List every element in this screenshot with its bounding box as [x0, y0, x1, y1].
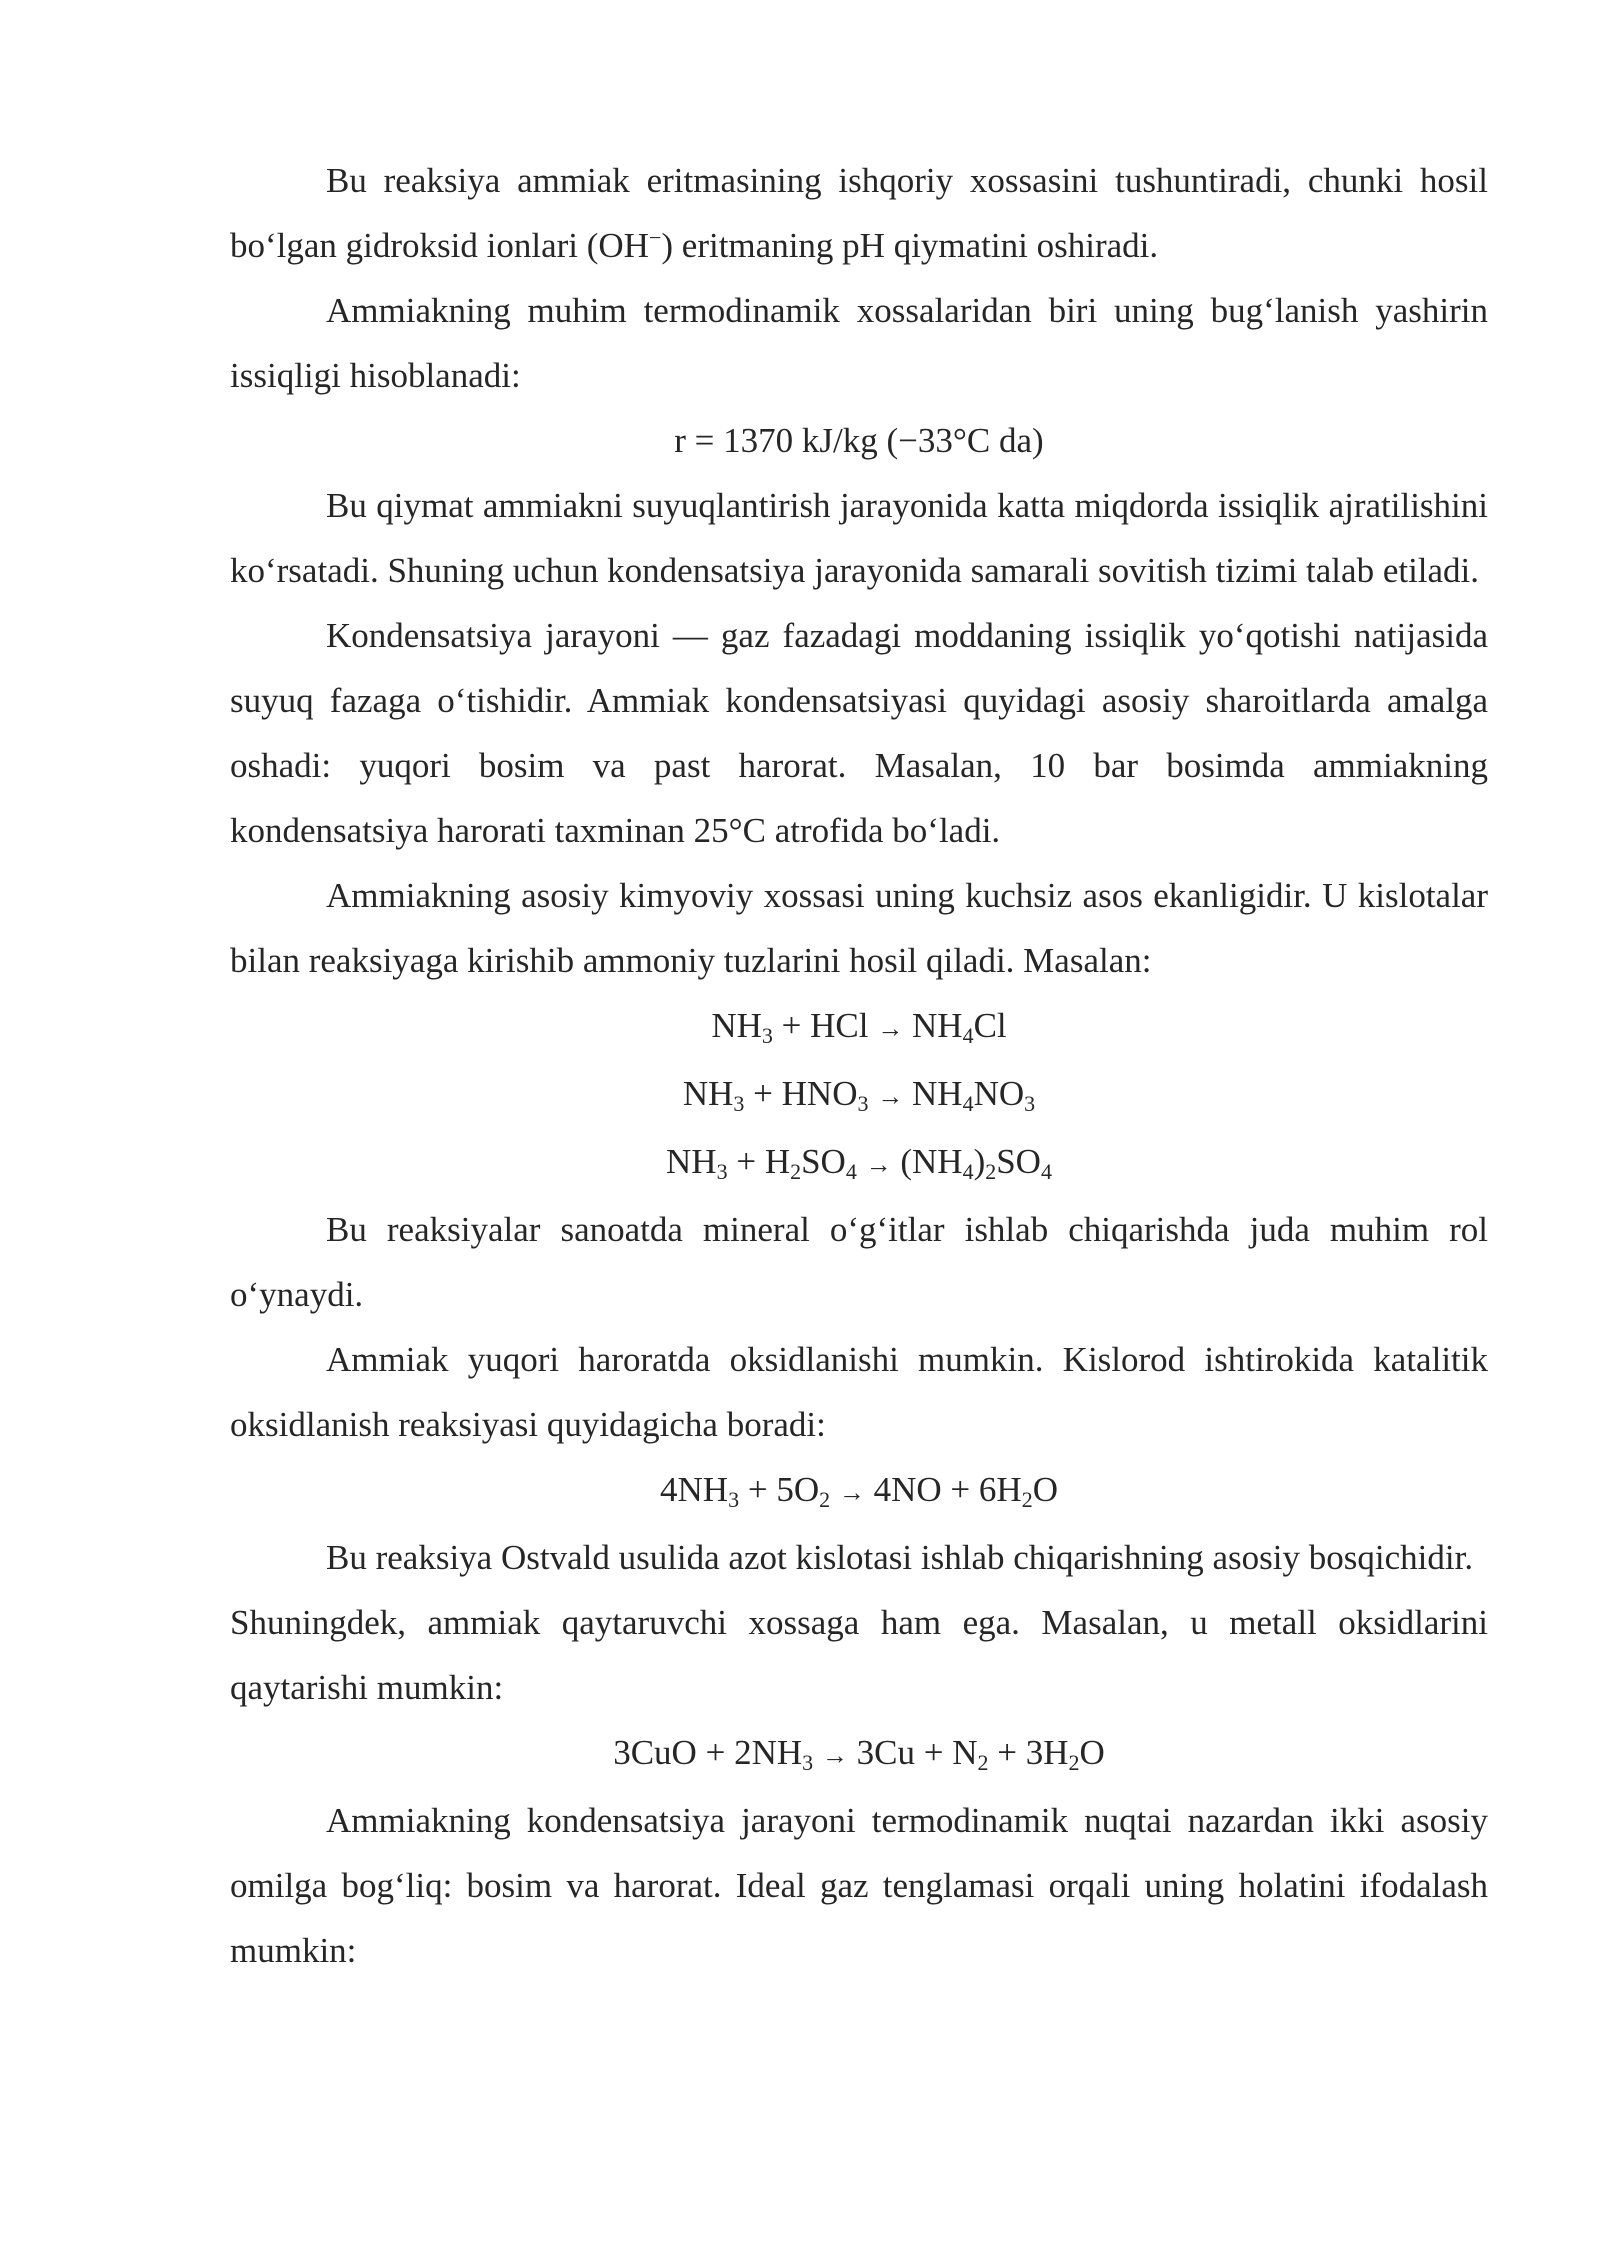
paragraph-liquefaction: Bu qiymat ammiakni suyuqlantirish jarayonida katta miqdorda issiqlik ajratilishini ko‘rsatadi. Shuning uchun kondensatsiya jarayonida samarali sovitish tizimi talab etiladi.	[230, 486, 1488, 590]
paragraph-oxidation: Ammiak yuqori haroratda oksidlanishi mumkin. Kislorod ishtirokida katalitik oksidlanish reaksiyasi quyidagicha boradi:	[230, 1340, 1488, 1444]
paragraph-condensation: Kondensatsiya jarayoni — gaz fazadagi moddaning issiqlik yo‘qotishi natijasida suyuq fazaga o‘tishidir. Ammiak kondensatsiyasi quyidagi asosiy sharoitlarda amalga oshadi: yuqori bosim va past harorat. Masalan, 10 bar bosimda ammiakning kondensatsiya harorati taxminan 25°C atrofida bo‘ladi.	[230, 616, 1488, 850]
superscript-charge: −	[648, 225, 662, 250]
equation-cuo-reduction: $3CuO + 2NH_3 \to 3Cu + N_2 + 3H_2O$	[613, 1733, 1105, 1775]
reaction-arrow: →	[865, 1150, 892, 1179]
equation-latent-heat: r = 1370 kJ/kg (−33°C da)	[674, 421, 1044, 460]
reaction-arrow: →	[877, 1014, 904, 1043]
paragraph-weak-base: Ammiakning asosiy kimyoviy xossasi uning kuchsiz asos ekanligidir. U kislotalar bilan reaksiyaga kirishib ammoniy tuzlarini hosil qiladi. Masalan:	[230, 876, 1488, 980]
paragraph-latent-heat: Ammiakning muhim termodinamik xossalaridan biri uning bug‘lanish yashirin issiqligi hisoblanadi:	[230, 291, 1488, 395]
paragraph-hydroxide	[230, 148, 1488, 278]
equation-nh3-hno3: $NH_3 + HNO_3 \to NH_4NO_3$	[682, 1074, 1036, 1116]
paragraph-text: ) eritmaning pH qiymatini oshiradi.	[661, 226, 1159, 265]
reaction-arrow: →	[877, 1082, 904, 1111]
paragraph-text: Bu reaksiya ammiak eritmasining ishqoriy xossasini tushuntiradi, chunki hosil bo‘lgan gidroksid ionlari (OH	[230, 161, 1488, 265]
paragraph-ideal-gas: Ammiakning kondensatsiya jarayoni termodinamik nuqtai nazardan ikki asosiy omilga bog‘liq: bosim va harorat. Ideal gaz tenglamasi orqali uning holatini ifodalash mumkin:	[230, 1801, 1488, 1970]
paragraph-fertilizers: Bu reaksiyalar sanoatda mineral o‘g‘itlar ishlab chiqarishda juda muhim rol o‘ynaydi.	[230, 1210, 1488, 1314]
reaction-arrow: →	[838, 1478, 865, 1507]
reaction-arrow: →	[821, 1741, 848, 1770]
paragraph-ostwald: Bu reaksiya Ostvald usulida azot kislotasi ishlab chiqarishning asosiy bosqichidir.	[326, 1538, 1474, 1577]
equation-nh3-hcl: $NH_3$ + HCl → $NH_4Cl$	[711, 1006, 1007, 1048]
paragraph-reducing: Shuningdek, ammiak qaytaruvchi xossaga ham ega. Masalan, u metall oksidlarini qaytarishi mumkin:	[230, 1603, 1488, 1707]
equation-nh3-h2so4: $NH_3 + H_2SO_4 \to (NH_4)_2SO_4$	[666, 1142, 1052, 1184]
equation-oxidation: $4NH_3 + 5O_2 \to 4NO + 6H_2O$	[660, 1470, 1058, 1512]
